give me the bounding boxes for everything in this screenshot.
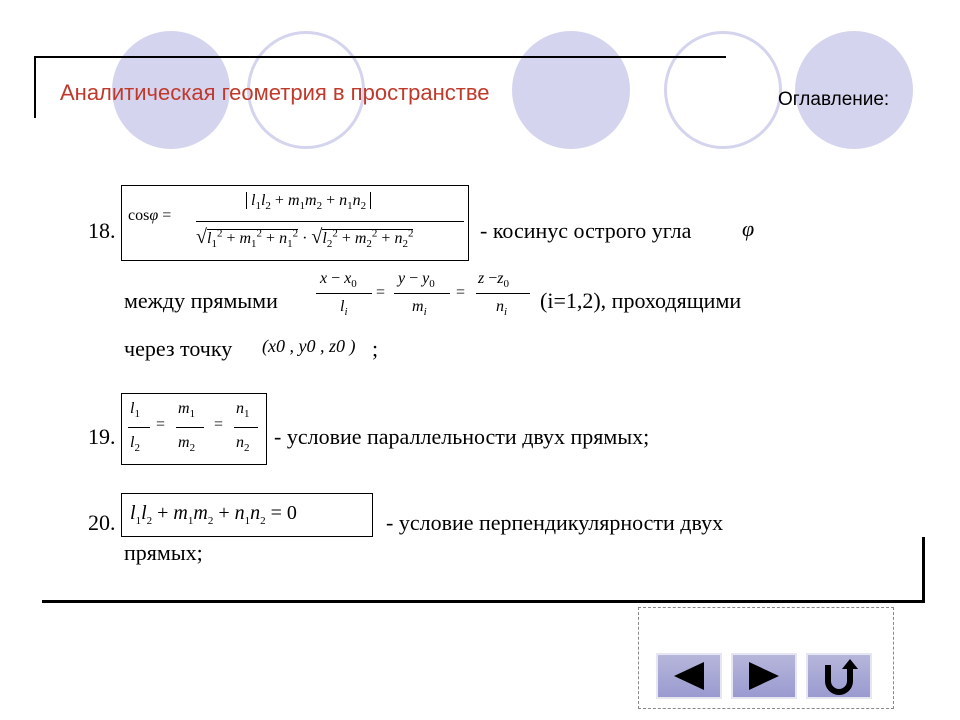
return-button[interactable]: [806, 653, 872, 699]
u-turn-icon: [808, 655, 870, 697]
toc-link[interactable]: Оглавление:: [778, 89, 890, 110]
item-description: - условие параллельности двух прямых;: [274, 424, 650, 449]
left-triangle-icon: [658, 655, 720, 697]
formula-denominator: $√l_1^2 + m_1^2 + n_1^2 \cdot √l_2^2 + m_2^2 + n_2^2$: [196, 226, 414, 251]
formula-cosine-box: [121, 185, 469, 261]
line3-suffix: ;: [372, 336, 379, 361]
formula-perpendicular-box: $l_1l_2 + m_1m_2 + n_1n_2 = 0$: [121, 493, 373, 537]
formula-cosine: cosφ =: [128, 207, 172, 224]
back-button[interactable]: [656, 653, 722, 699]
forward-button[interactable]: [731, 653, 797, 699]
item-number: 20.: [88, 510, 116, 535]
line3-prefix: через точку: [124, 336, 233, 361]
decor-circle: [512, 31, 630, 149]
angle-symbol: φ: [742, 216, 755, 241]
formula-numerator: $l_1l_2 + m_1m_2 + n_1n_2$: [246, 192, 371, 212]
decor-circle: [664, 31, 782, 149]
line2-suffix: (i=1,2), проходящими: [540, 288, 742, 313]
formula-parallel-box: $l_1$ $l_2$ = $m_1$ $m_2$ = $n_1$ $n_2$: [121, 393, 267, 465]
fraction-bar: [196, 221, 464, 222]
item-description: - условие перпендикулярности двух: [386, 510, 724, 535]
item-description: - косинус острого угла: [480, 218, 692, 243]
right-triangle-icon: [733, 655, 795, 697]
left-rule: [34, 56, 36, 118]
right-rule: [922, 537, 925, 601]
line-equation: $x - x_0$ $l_i$ = $y - y_0$ $m_i$ = $z -z_0$ $n_i$: [316, 268, 536, 324]
bottom-rule: [42, 600, 925, 603]
item-number: 18.: [88, 218, 116, 243]
page-title: Аналитическая геометрия в пространстве: [60, 80, 490, 105]
item-number: 19.: [88, 424, 116, 449]
item-continuation: прямых;: [124, 540, 203, 565]
top-rule: [34, 56, 726, 58]
line2-prefix: между прямыми: [124, 288, 278, 313]
point-coordinates: (x0 , y0 , z0 ): [262, 336, 356, 356]
